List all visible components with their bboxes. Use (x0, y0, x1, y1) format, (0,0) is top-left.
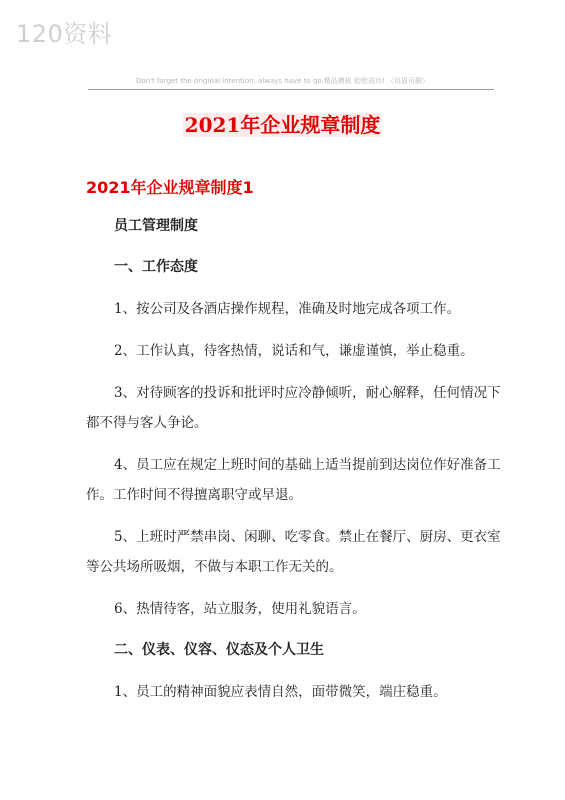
part2-heading: 二、仪表、仪容、仪态及个人卫生 (114, 642, 324, 658)
paragraph: 1、员工的精神面貌应表情自然，面带微笑，端庄稳重。 (114, 684, 447, 700)
document-title (0, 109, 565, 138)
header-note: Don't forget the original intention, always have to go.精品模板 助您成功! （页眉可删） (135, 77, 430, 85)
paragraph: 5、上班时严禁串岗、闲聊、吃零食。禁止在餐厅、厨房、更衣室等公共场所吸烟，不做与本职工作无关的。 (86, 529, 501, 575)
part1-heading: 一、工作态度 (114, 259, 198, 275)
document-title-text: 2021年企业规章制度 (184, 113, 381, 137)
paragraph: 6、热情待客，站立服务，使用礼貌语言。 (114, 601, 366, 617)
paragraph: 3、对待顾客的投诉和批评时应冷静倾听，耐心解释，任何情况下都不得与客人争论。 (86, 385, 501, 431)
header-divider (88, 89, 494, 90)
paragraph: 1、按公司及各酒店操作规程，准确及时地完成各项工作。 (114, 301, 461, 317)
paragraph: 4、员工应在规定上班时间的基础上适当提前到达岗位作好准备工作。工作时间不得擅离职守或早退。 (86, 457, 501, 503)
sub-heading: 员工管理制度 (114, 218, 198, 234)
section-title: 2021年企业规章制度1 (86, 178, 254, 197)
watermark-logo: 120资料 (16, 20, 113, 48)
paragraph: 2、工作认真，待客热情，说话和气，谦虚谨慎，举止稳重。 (114, 343, 474, 359)
document-body (86, 212, 506, 719)
